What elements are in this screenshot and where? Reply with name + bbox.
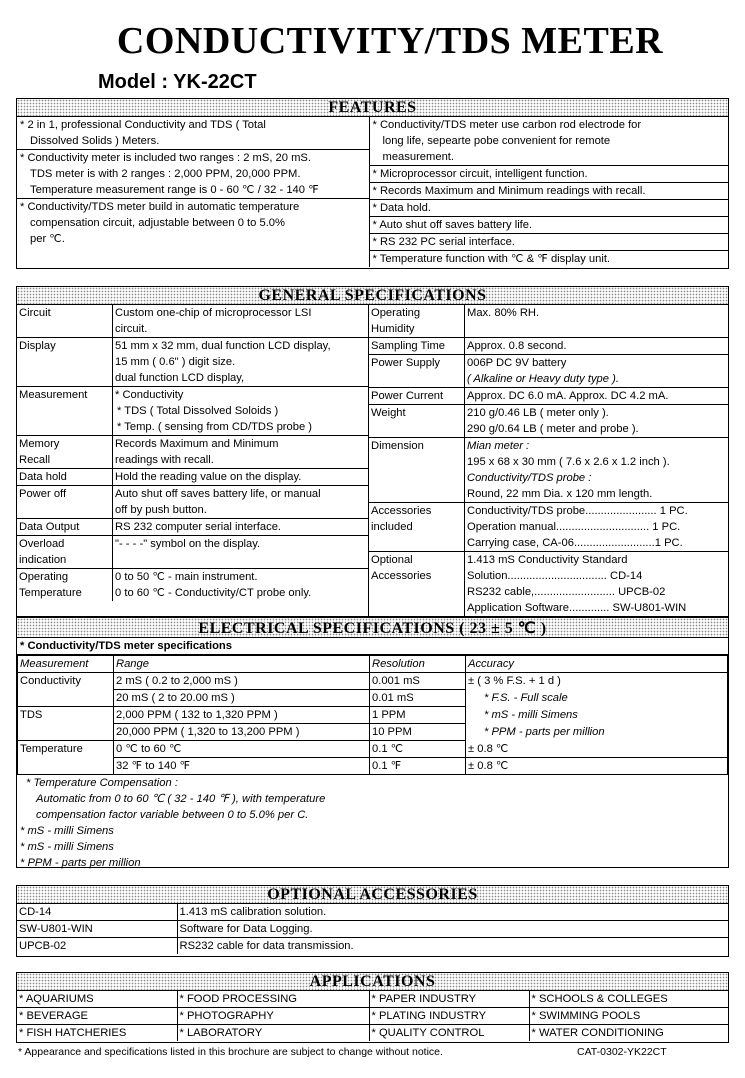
spec-label-line: Data hold (19, 471, 67, 483)
spec-label-line: Data Output (19, 521, 80, 533)
spec-value (113, 305, 368, 337)
spec-label-line: Circuit (19, 307, 51, 319)
spec-row (17, 569, 368, 601)
measurement-cell (18, 724, 114, 741)
spec-label-line: Display (19, 340, 56, 352)
spec-row (369, 388, 728, 405)
feature-line: * Microprocessor circuit, intelligent function. (372, 168, 588, 180)
spec-row (369, 338, 728, 355)
feature-line: long life, sepearte pobe convenient for remote (382, 135, 611, 147)
spec-value-line: * TDS ( Total Dissolved Soloids ) (117, 405, 279, 417)
electrical-table (17, 655, 728, 775)
accuracy-cell: ± 0.8 ℃ (466, 741, 728, 758)
features-left-column (17, 117, 369, 247)
spec-value (113, 469, 368, 485)
resolution-cell: 0.1 ℃ (370, 741, 466, 758)
accuracy-cell: * PPM - parts per million (466, 724, 728, 741)
spec-label-line: Overload (19, 538, 65, 550)
spec-value-line: Mian meter : (467, 440, 530, 452)
accessory-row (17, 921, 728, 938)
column-header: Resolution (370, 656, 466, 673)
application-item: * LABORATORY (177, 1025, 369, 1042)
spec-value-line: 290 g/0.64 LB ( meter and probe ). (467, 423, 639, 435)
spec-value-line: Records Maximum and Minimum (115, 438, 279, 450)
column-header: Range (114, 656, 370, 673)
spec-label-line: Accessories (371, 570, 432, 582)
feature-line: TDS meter is with 2 ranges : 2,000 PPM, 20,000 PPM. (30, 168, 301, 180)
spec-value (113, 436, 368, 468)
spec-label-line: Recall (19, 454, 51, 466)
application-row (17, 991, 728, 1008)
applications-section (16, 972, 729, 1043)
application-item: * AQUARIUMS (17, 991, 177, 1008)
model-name: Model : YK-22CT (98, 71, 257, 93)
feature-line: * Records Maximum and Minimum readings with recall. (372, 185, 646, 197)
spec-label-line: Measurement (19, 389, 88, 401)
feature-item (370, 166, 729, 183)
application-row (17, 1008, 728, 1025)
electrical-specifications-section (16, 617, 729, 868)
spec-label (17, 486, 113, 518)
spec-label-line: included (371, 521, 413, 533)
spec-value-line: Auto shut off saves battery life, or manual (115, 488, 321, 500)
spec-value (465, 503, 728, 551)
spec-label (369, 355, 465, 387)
spec-row (17, 387, 368, 436)
spec-label (369, 552, 465, 616)
accessory-code: CD-14 (17, 904, 177, 921)
spec-label (17, 305, 113, 337)
spec-value (113, 387, 368, 435)
application-row (17, 1025, 728, 1042)
spec-row (17, 536, 368, 569)
electrical-specifications-heading: ELECTRICAL SPECIFICATIONS ( 23 ± 5 ℃ ) (17, 617, 728, 638)
spec-value-line: Solution................................ CD-14 (467, 570, 643, 582)
spec-value-line: RS 232 computer serial interface. (115, 521, 282, 533)
spec-label (369, 388, 465, 404)
spec-label-line: Dimension (371, 440, 424, 452)
spec-row (369, 405, 728, 438)
spec-label (17, 338, 113, 386)
spec-row (17, 486, 368, 519)
application-item: * SWIMMING POOLS (529, 1008, 728, 1025)
spec-value-line: Conductivity/TDS probe : (467, 472, 592, 484)
accessory-description: 1.413 mS calibration solution. (177, 904, 728, 921)
electrical-note: compensation factor variable between 0 to 5.0% per C. (36, 809, 309, 821)
application-item: * FISH HATCHERIES (17, 1025, 177, 1042)
spec-value (465, 388, 728, 404)
spec-label (369, 438, 465, 502)
electrical-row (18, 724, 728, 741)
spec-value-line: Conductivity/TDS probe....................... 1 PC. (467, 505, 688, 517)
feature-line: compensation circuit, adjustable between 0 to 5.0% (30, 217, 285, 229)
spec-value-line: Hold the reading value on the display. (115, 471, 302, 483)
spec-value (113, 519, 368, 535)
spec-value-line: 210 g/0.46 LB ( meter only ). (467, 407, 609, 419)
range-cell: 2,000 PPM ( 132 to 1,320 PPM ) (114, 707, 370, 724)
resolution-cell: 0.001 mS (370, 673, 466, 690)
application-item: * FOOD PROCESSING (177, 991, 369, 1008)
general-specs-right-column (369, 305, 728, 616)
spec-label (17, 469, 113, 485)
measurement-cell: Conductivity (18, 673, 114, 690)
accessory-description: Software for Data Logging. (177, 921, 728, 938)
spec-label-line: Power Supply (371, 357, 441, 369)
spec-row (369, 503, 728, 552)
feature-item (370, 251, 729, 267)
feature-item (17, 150, 369, 199)
spec-label-line: indication (19, 554, 67, 566)
spec-value (465, 305, 728, 337)
accuracy-cell: ± 0.8 ℃ (466, 758, 728, 775)
spec-value (113, 486, 368, 518)
column-header: Measurement (18, 656, 114, 673)
spec-value-line: readings with recall. (115, 454, 214, 466)
feature-line: per ℃. (30, 233, 65, 245)
spec-label (369, 305, 465, 337)
general-specs-left-column (17, 305, 369, 616)
spec-label (17, 519, 113, 535)
spec-value-line: Application Software............. SW-U801-WIN (467, 602, 687, 614)
accessory-code: SW-U801-WIN (17, 921, 177, 938)
page-title: CONDUCTIVITY/TDS METER (116, 20, 664, 62)
feature-line: * RS 232 PC serial interface. (372, 236, 515, 248)
spec-label-line: Accessories (371, 505, 432, 517)
electrical-notes (17, 775, 728, 871)
electrical-note: * mS - milli Simens (20, 841, 114, 853)
spec-row (17, 519, 368, 536)
feature-line: * Conductivity/TDS meter use carbon rod electrode for (372, 119, 642, 131)
spec-value-line: 0 to 50 ℃ - main instrument. (115, 571, 258, 583)
measurement-cell (18, 690, 114, 707)
spec-row (369, 355, 728, 388)
range-cell: 20 mS ( 2 to 20.00 mS ) (114, 690, 370, 707)
electrical-note: * PPM - parts per million (20, 857, 141, 869)
spec-value (465, 338, 728, 354)
features-right-column (370, 117, 729, 267)
feature-item (370, 234, 729, 251)
spec-value-line: 006P DC 9V battery (467, 357, 567, 369)
feature-line: * Auto shut off saves battery life. (372, 219, 533, 231)
spec-label-line: Power off (19, 488, 67, 500)
spec-label (369, 405, 465, 437)
spec-value-line: 51 mm x 32 mm, dual function LCD display, (115, 340, 331, 352)
feature-line: Dissolved Solids ) Meters. (30, 135, 160, 147)
features-heading: FEATURES (17, 99, 728, 117)
feature-item (17, 199, 369, 247)
application-item: * PAPER INDUSTRY (369, 991, 529, 1008)
spec-value-line: "- - - -" symbol on the display. (115, 538, 261, 550)
electrical-note: * mS - milli Simens (20, 825, 114, 837)
range-cell: 0 ℃ to 60 ℃ (114, 741, 370, 758)
electrical-row (18, 673, 728, 690)
spec-value-line: Operation manual.............................. 1 PC. (467, 521, 681, 533)
spec-value-line: Custom one-chip of microprocessor LSI (115, 307, 312, 319)
spec-value-line: 15 mm ( 0.6" ) digit size. (115, 356, 236, 368)
range-cell: 20,000 PPM ( 1,320 to 13,200 PPM ) (114, 724, 370, 741)
spec-label-line: Sampling Time (371, 340, 445, 352)
spec-label-line: Weight (371, 407, 406, 419)
accessory-row (17, 904, 728, 921)
catalog-code: CAT-0302-YK22CT (577, 1046, 667, 1058)
spec-row (17, 305, 368, 338)
feature-item (17, 117, 369, 150)
measurement-cell: TDS (18, 707, 114, 724)
spec-value-line: Max. 80% RH. (467, 307, 540, 319)
accessory-row (17, 938, 728, 955)
resolution-cell: 10 PPM (370, 724, 466, 741)
range-cell: 2 mS ( 0.2 to 2,000 mS ) (114, 673, 370, 690)
spec-value-line: 1.413 mS Conductivity Standard (467, 554, 628, 566)
footer-notice: * Appearance and specifications listed in this brochure are subject to change without notice. (18, 1046, 443, 1058)
electrical-row (18, 690, 728, 707)
accuracy-cell: * F.S. - Full scale (466, 690, 728, 707)
application-item: * SCHOOLS & COLLEGES (529, 991, 728, 1008)
electrical-header-row (18, 656, 728, 673)
general-specifications-heading: GENERAL SPECIFICATIONS (17, 287, 728, 305)
range-cell: 32 ℉ to 140 ℉ (114, 758, 370, 775)
accuracy-cell: ± ( 3 % F.S. + 1 d ) (466, 673, 728, 690)
spec-value (465, 438, 728, 502)
feature-line: Temperature measurement range is 0 - 60 ℃ / 32 - 140 ℉ (30, 184, 319, 196)
spec-value (113, 569, 368, 601)
electrical-row (18, 707, 728, 724)
spec-value-line: * Conductivity (115, 389, 184, 401)
electrical-note: * Temperature Compensation : (26, 777, 178, 789)
spec-label-line: Power Current (371, 390, 444, 402)
spec-value-line: Approx. DC 6.0 mA. Approx. DC 4.2 mA. (467, 390, 669, 402)
feature-item (370, 117, 729, 166)
spec-label (17, 436, 113, 468)
general-specifications-section (16, 286, 729, 617)
spec-row (17, 436, 368, 469)
electrical-row (18, 741, 728, 758)
electrical-subheading: * Conductivity/TDS meter specifications (17, 638, 728, 655)
feature-item (370, 183, 729, 200)
spec-value-line: ( Alkaline or Heavy duty type ). (467, 373, 619, 385)
spec-value-line: Approx. 0.8 second. (467, 340, 567, 352)
feature-line: * Conductivity/TDS meter build in automatic temperature (20, 201, 300, 213)
feature-line: measurement. (382, 151, 455, 163)
optional-accessories-section (16, 885, 729, 957)
applications-table (17, 991, 728, 1041)
spec-label-line: Optional (371, 554, 413, 566)
resolution-cell: 0.01 mS (370, 690, 466, 707)
spec-label (17, 536, 113, 568)
applications-heading: APPLICATIONS (17, 973, 728, 991)
application-item: * QUALITY CONTROL (369, 1025, 529, 1042)
application-item: * BEVERAGE (17, 1008, 177, 1025)
spec-value (465, 355, 728, 387)
feature-line: * Temperature function with ℃ & ℉ display unit. (372, 253, 611, 265)
features-section (16, 98, 729, 269)
application-item: * PHOTOGRAPHY (177, 1008, 369, 1025)
column-header: Accuracy (466, 656, 728, 673)
spec-value-line: Carrying case, CA-06..........................1 PC. (467, 537, 683, 549)
spec-label-line: Operating (19, 571, 69, 583)
resolution-cell: 1 PPM (370, 707, 466, 724)
spec-row (17, 469, 368, 486)
spec-value-line: circuit. (115, 323, 148, 335)
spec-value (113, 338, 368, 386)
measurement-cell (18, 758, 114, 775)
spec-label (17, 569, 113, 601)
optional-accessories-table (17, 904, 728, 954)
application-item: * PLATING INDUSTRY (369, 1008, 529, 1025)
spec-value-line: Round, 22 mm Dia. x 120 mm length. (467, 488, 653, 500)
spec-value-line: * Temp. ( sensing from CD/TDS probe ) (117, 421, 313, 433)
feature-item (370, 200, 729, 217)
resolution-cell: 0.1 ℉ (370, 758, 466, 775)
accessory-code: UPCB-02 (17, 938, 177, 955)
spec-value-line: 195 x 68 x 30 mm ( 7.6 x 2.6 x 1.2 inch ). (467, 456, 670, 468)
feature-line: * Data hold. (372, 202, 431, 214)
feature-line: * 2 in 1, professional Conductivity and TDS ( Total (20, 119, 266, 131)
features-table (17, 117, 728, 267)
spec-value-line: off by push button. (115, 504, 207, 516)
electrical-row (18, 758, 728, 775)
spec-label (17, 387, 113, 435)
spec-value (465, 552, 728, 616)
spec-row (369, 552, 728, 616)
optional-accessories-heading: OPTIONAL ACCESSORIES (17, 886, 728, 904)
spec-value-line: RS232 cable,.......................... UPCB-02 (467, 586, 666, 598)
spec-label-line: Humidity (371, 323, 415, 335)
spec-value (113, 536, 368, 568)
accuracy-cell: * mS - milli Simens (466, 707, 728, 724)
spec-label-line: Memory (19, 438, 60, 450)
electrical-note: Automatic from 0 to 60 ℃ ( 32 - 140 ℉ ), with temperature (36, 793, 326, 805)
spec-row (369, 305, 728, 338)
feature-item (370, 217, 729, 234)
spec-label (369, 503, 465, 551)
spec-label-line: Operating (371, 307, 421, 319)
spec-row (369, 438, 728, 503)
application-item: * WATER CONDITIONING (529, 1025, 728, 1042)
spec-row (17, 338, 368, 387)
measurement-cell: Temperature (18, 741, 114, 758)
spec-value-line: 0 to 60 ℃ - Conductivity/CT probe only. (115, 587, 312, 599)
spec-value-line: dual function LCD display, (115, 372, 245, 384)
spec-label (369, 338, 465, 354)
spec-value (465, 405, 728, 437)
spec-label-line: Temperature (19, 587, 82, 599)
accessory-description: RS232 cable for data transmission. (177, 938, 728, 955)
feature-line: * Conductivity meter is included two ranges : 2 mS, 20 mS. (20, 152, 312, 164)
